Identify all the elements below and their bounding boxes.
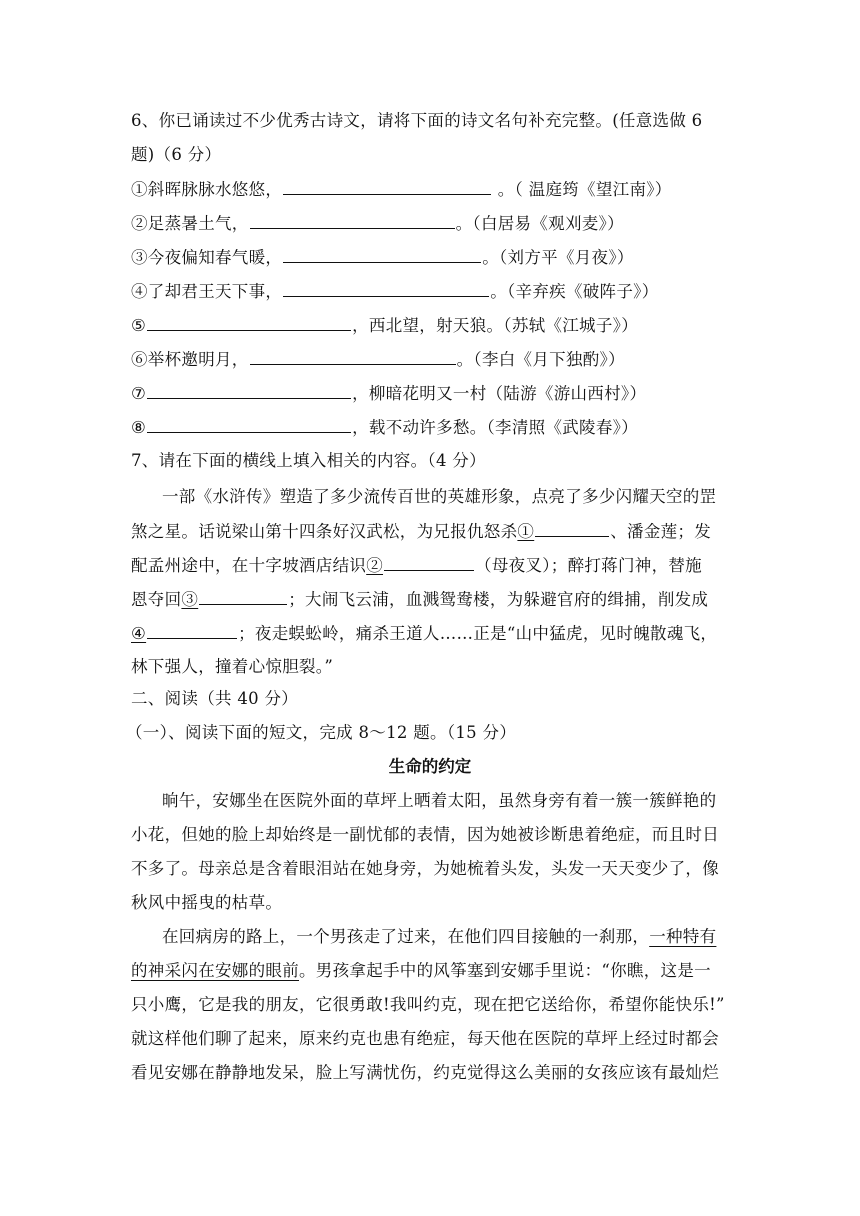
- answer-blank[interactable]: [250, 212, 455, 229]
- q6-prompt-line2: 题)（6 分）: [131, 145, 222, 164]
- answer-blank-4[interactable]: [147, 622, 237, 639]
- article-text: 。男孩拿起手中的风筝塞到安娜手里说：“你瞧，这是一: [299, 961, 711, 980]
- q7-text: （母夜叉）；醉打蒋门神，替施: [475, 556, 702, 575]
- q6-item-5: [131, 314, 638, 337]
- q6-item-1: [131, 178, 672, 201]
- article-para1-line3: 不多了。母亲总是含着眼泪站在她身旁，为她梳着头发，头发一天天变少了，像: [131, 859, 719, 878]
- q6-prompt-line1: 6、你已诵读过不少优秀古诗文，请将下面的诗文名句补充完整。(任意选做 6: [131, 111, 703, 130]
- article-para2-line2: [131, 960, 711, 982]
- q6-item-2-after: 。（白居易《观刈麦》）: [455, 214, 624, 233]
- q7-para-line5: [131, 622, 717, 645]
- q6-item-4-after: 。（辛弃疾《破阵子》）: [490, 282, 659, 301]
- q6-item-8-after: ，载不动许多愁。（李清照《武陵春》）: [352, 418, 638, 437]
- answer-blank[interactable]: [250, 348, 456, 365]
- article-para2-line5: 看见安娜在静静地发呆，脸上写满忧伤，约克觉得这么美丽的女孩应该有最灿烂: [131, 1063, 719, 1082]
- answer-blank-1[interactable]: [535, 520, 609, 537]
- q6-item-4-before: ④了却君王天下事，: [131, 282, 283, 301]
- q6-item-6-after: 。（李白《月下独酌》）: [456, 350, 625, 369]
- q6-item-3-before: ③今夜偏知春气暖，: [131, 248, 283, 267]
- answer-blank-3[interactable]: [199, 588, 287, 605]
- q7-text: 配孟州途中，在十字坡酒店结识: [131, 556, 367, 575]
- article-para2-line1: [162, 926, 716, 948]
- q7-para-line1: 一部《水浒传》塑造了多少流传百世的英雄形象，点亮了多少闪耀天空的罡: [162, 487, 717, 506]
- answer-blank[interactable]: [147, 314, 351, 331]
- q7-para-line4: [131, 588, 708, 611]
- q7-prompt: 7、请在下面的横线上填入相关的内容。（4 分）: [131, 451, 486, 470]
- q6-item-2: [131, 212, 624, 235]
- q7-text: 恩夺回: [131, 590, 182, 609]
- q7-text: ；夜走蜈蚣岭，痛杀王道人……正是“山中猛虎，见时魄散魂飞，: [238, 624, 718, 643]
- underlined-phrase: 一种特有: [649, 927, 717, 946]
- q6-item-4: [131, 280, 659, 303]
- q6-item-3: [131, 246, 634, 269]
- q6-item-1-after: 。（ 温庭筠《望江南》）: [492, 180, 672, 199]
- q6-item-5-after: ，西北望，射天狼。（苏轼《江城子》）: [352, 316, 638, 335]
- article-title: 生命的约定: [388, 757, 472, 776]
- answer-blank[interactable]: [283, 280, 489, 297]
- blank-marker-4: ④: [131, 624, 147, 643]
- answer-blank[interactable]: [147, 382, 351, 399]
- article-para1-line2: 小花，但她的脸上却始终是一副忧郁的表情，因为她被诊断患着绝症，而且时日: [131, 825, 719, 844]
- answer-blank[interactable]: [147, 416, 351, 433]
- q7-para-line6: 林下强人，撞着心惊胆裂。”: [131, 657, 334, 676]
- q6-item-1-before: ①斜晖脉脉水悠悠，: [131, 180, 283, 199]
- article-para2-line3: 只小鹰，它是我的朋友，它很勇敢!我叫约克，现在把它送给你，希望你能快乐!”: [131, 995, 725, 1014]
- blank-marker-2: ②: [366, 556, 384, 575]
- q7-text: ；大闹飞云浦，血溅鸳鸯楼，为躲避官府的缉捕，削发成: [288, 590, 709, 609]
- q7-para-line3: [131, 554, 702, 577]
- q6-item-6-before: ⑥举杯邀明月，: [131, 350, 249, 369]
- article-para1-line1: 晌午，安娜坐在医院外面的草坪上晒着太阳，虽然身旁有着一簇一簇鲜艳的: [162, 791, 717, 810]
- underlined-phrase: 的神采闪在安娜的眼前: [131, 961, 299, 980]
- q6-item-5-before: ⑤: [131, 316, 147, 335]
- q6-item-8: [131, 416, 638, 439]
- q7-text: 、潘金莲；发: [610, 522, 712, 541]
- q6-item-7-before: ⑦: [131, 384, 147, 403]
- article-text: 在回病房的路上，一个男孩走了过来，在他们四目接触的一刹那，: [162, 927, 650, 946]
- q7-text: 煞之星。话说梁山第十四条好汉武松，为兄报仇怒杀: [131, 522, 518, 541]
- blank-marker-3: ③: [181, 590, 199, 609]
- q6-item-7: [131, 382, 646, 405]
- q7-para-line2: [131, 520, 711, 543]
- q6-item-2-before: ②足蒸暑土气，: [131, 214, 249, 233]
- section-heading: 二、阅读（共 40 分）: [131, 689, 299, 708]
- q6-item-3-after: 。（刘方平《月夜》）: [482, 248, 634, 267]
- section-subheading: （一）、阅读下面的短文，完成 8～12 题。（15 分）: [126, 723, 517, 742]
- blank-marker-1: ①: [517, 522, 535, 541]
- answer-blank-2[interactable]: [384, 554, 474, 571]
- article-para1-line4: 秋风中摇曳的枯草。: [131, 893, 283, 912]
- answer-blank[interactable]: [283, 246, 481, 263]
- article-para2-line4: 就这样他们聊了起来，原来约克也患有绝症，每天他在医院的草坪上经过时都会: [131, 1029, 719, 1048]
- q6-item-7-after: ，柳暗花明又一村（陆游《游山西村》）: [352, 384, 647, 403]
- answer-blank[interactable]: [283, 178, 491, 195]
- q6-item-8-before: ⑧: [131, 418, 147, 437]
- q6-item-6: [131, 348, 625, 371]
